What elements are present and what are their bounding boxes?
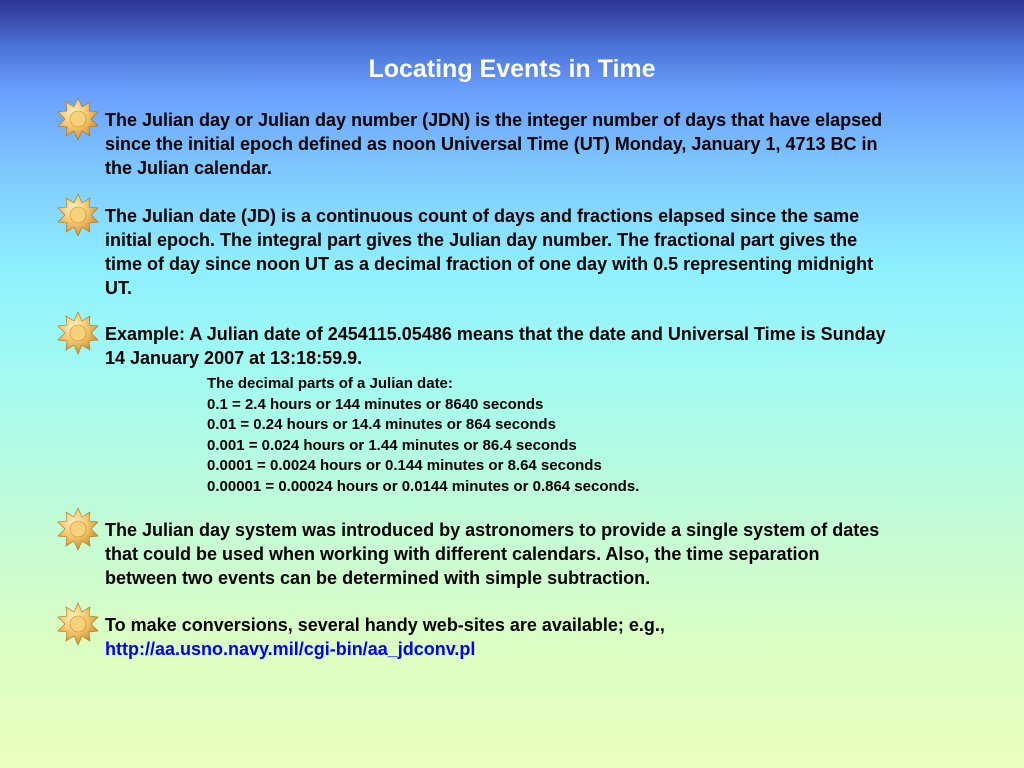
sunburst-icon bbox=[56, 507, 100, 551]
slide-title: Locating Events in Time bbox=[368, 55, 656, 83]
decimal-row: 0.01 = 0.24 hours or 14.4 minutes or 864 seconds bbox=[207, 416, 556, 433]
sunburst-icon bbox=[56, 311, 100, 355]
paragraph-jd-definition: The Julian date (JD) is a continuous count of days and fractions elapsed since the same initial epoch. The integral part gives the Julian day number. The fractional part gives the time of day since noon UT as a decimal fraction of one day with 0.5 representing midnight UT. bbox=[105, 206, 874, 298]
paragraph-conversions: To make conversions, several handy web-sites are available; e.g., http://aa.usno.navy.mil/cgi-bin/aa_jdconv.pl bbox=[105, 615, 665, 659]
decimal-row: 0.00001 = 0.00024 hours or 0.0144 minutes or 0.864 seconds. bbox=[207, 477, 640, 495]
decimal-parts-heading: The decimal parts of a Julian date: bbox=[207, 375, 453, 392]
decimal-row: 0.1 = 2.4 hours or 144 minutes or 8640 seconds bbox=[207, 395, 544, 413]
sunburst-icon bbox=[56, 97, 100, 141]
jd-converter-link[interactable]: http://aa.usno.navy.mil/cgi-bin/aa_jdconv.pl bbox=[105, 639, 476, 659]
sunburst-icon bbox=[56, 602, 100, 646]
sunburst-icon bbox=[56, 193, 100, 237]
paragraph-julian-system: The Julian day system was introduced by astronomers to provide a single system of dates that could be used when working with different calendars. Also, the time separation between two events can be determined with simple subtraction. bbox=[105, 520, 880, 588]
decimal-row: 0.0001 = 0.0024 hours or 0.144 minutes or 8.64 seconds bbox=[207, 457, 602, 474]
decimal-row: 0.001 = 0.024 hours or 1.44 minutes or 86.4 seconds bbox=[207, 436, 577, 454]
paragraph-jdn-definition: The Julian day or Julian day number (JDN) is the integer number of days that have elapsed since the initial epoch defined as noon Universal Time (UT) Monday, January 1, 4713 BC in the Julian calendar. bbox=[105, 110, 883, 178]
decimal-parts-list bbox=[207, 374, 639, 497]
paragraph-example: Example: A Julian date of 2454115.05486 means that the date and Universal Time is Sunday 14 January 2007 at 13:18:59.9. bbox=[105, 324, 886, 368]
